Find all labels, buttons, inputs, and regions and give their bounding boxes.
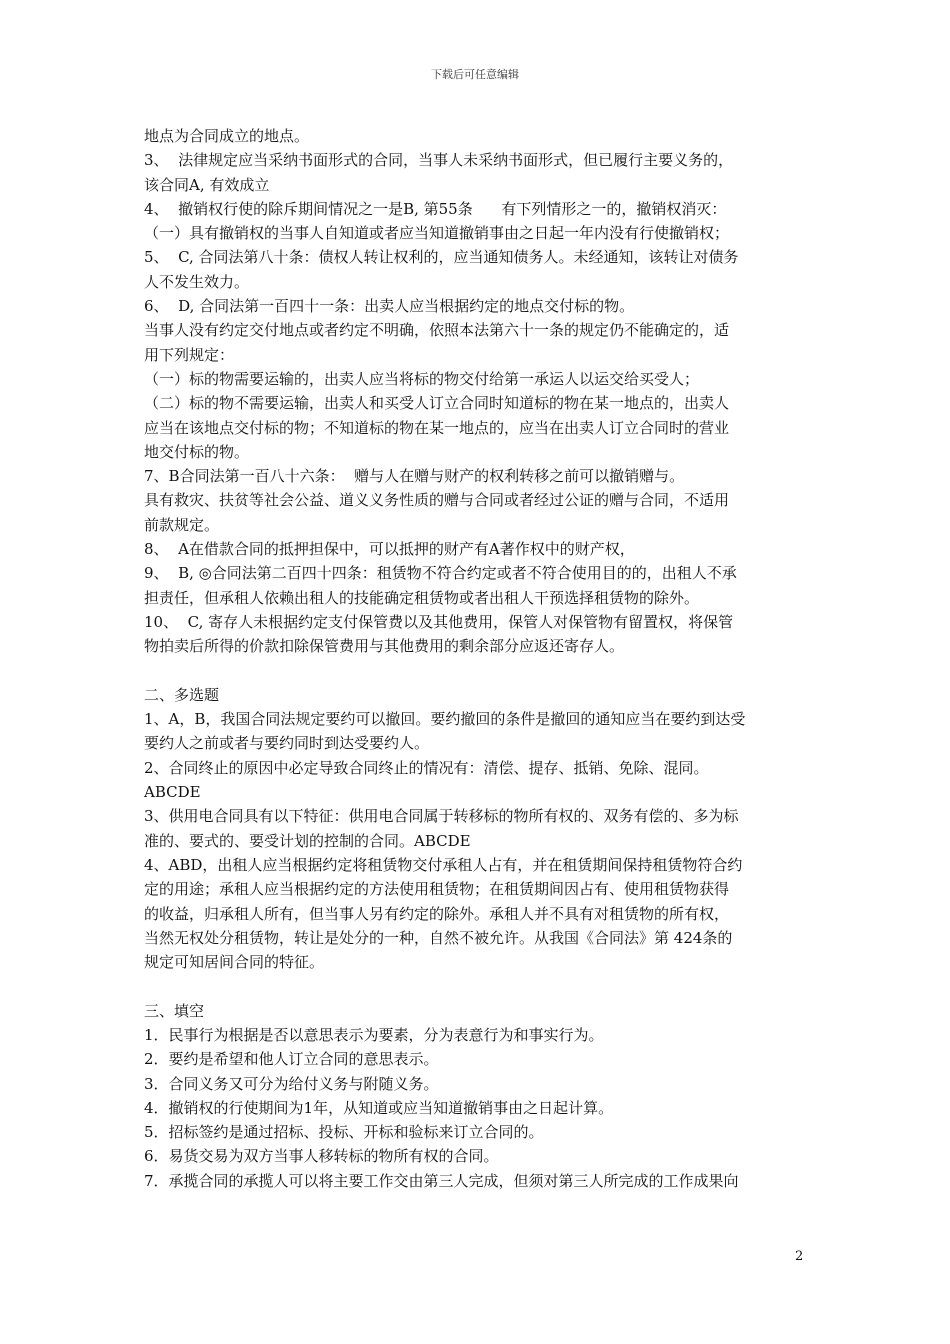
text-line: 7．承揽合同的承揽人可以将主要工作交由第三人完成，但须对第三人所完成的工作成果向	[144, 1171, 739, 1190]
text-line: 4、 撤销权行使的除斥期间情况之一是B, 第55条 有下列情形之一的，撤销权消灭：	[144, 199, 727, 218]
text-line: 物拍卖后所得的价款扣除保管费用与其他费用的剩余部分应返还寄存人。	[144, 637, 625, 656]
text-line: 用下列规定：	[144, 345, 235, 364]
text-line: 人不发生效力。	[144, 272, 250, 291]
text-line: 4、ABD，出租人应当根据约定将租赁物交付承租人占有，并在租赁期间保持租赁物符合约	[144, 855, 743, 874]
text-line: 三、填空	[144, 1001, 205, 1020]
blank-line	[144, 659, 814, 683]
document-body	[144, 124, 814, 1193]
text-line: （一）标的物需要运输的，出卖人应当将标的物交付给第一承运人以运交给买受人；	[144, 369, 700, 388]
text-line: 地交付标的物。	[144, 442, 250, 461]
text-line: 二、多选题	[144, 685, 220, 704]
text-line: 1．民事行为根据是否以意思表示为要素，分为表意行为和事实行为。	[144, 1025, 604, 1044]
text-line: 7、B合同法第一百八十六条： 赠与人在赠与财产的权利转移之前可以撤销赠与。	[144, 467, 685, 486]
text-line: 该合同A, 有效成立	[144, 175, 270, 194]
blank-line	[144, 974, 814, 998]
text-line: 要约人之前或者与要约同时到达受要约人。	[144, 734, 430, 753]
text-line: 1、A，B，我国合同法规定要约可以撤回。要约撤回的条件是撤回的通知应当在要约到达受	[144, 710, 746, 729]
text-line: 9、 B, ◎合同法第二百四十四条：租赁物不符合约定或者不符合使用目的的，出租人不承	[144, 564, 737, 583]
text-line: 5、 C, 合同法第八十条：债权人转让权利的，应当通知债务人。未经通知，该转让对债务	[144, 248, 739, 267]
text-line: 前款规定。	[144, 515, 220, 534]
text-line: 的收益，归承租人所有，但当事人另有约定的除外。承租人并不具有对租赁物的所有权，	[144, 904, 730, 923]
text-line: 2、合同终止的原因中必定导致合同终止的情况有：清偿、提存、抵销、免除、混同。	[144, 758, 709, 777]
text-line: （二）标的物不需要运输，出卖人和买受人订立合同时知道标的物在某一地点的，出卖人	[144, 394, 730, 413]
text-line: 应当在该地点交付标的物；不知道标的物在某一地点的，应当在出卖人订立合同时的营业	[144, 418, 730, 437]
text-line: 规定可知居间合同的特征。	[144, 953, 325, 972]
text-line: 6．易货交易为双方当事人移转标的物所有权的合同。	[144, 1147, 499, 1166]
text-line: 当事人没有约定交付地点或者约定不明确，依照本法第六十一条的规定仍不能确定的，适	[144, 321, 730, 340]
text-line: 3、供用电合同具有以下特征：供用电合同属于转移标的物所有权的、双务有偿的、多为标	[144, 807, 739, 826]
page-number: 2	[795, 1249, 804, 1264]
text-line: 具有救灾、扶贫等社会公益、道义义务性质的赠与合同或者经过公证的赠与合同，不适用	[144, 491, 730, 510]
text-line: ABCDE	[144, 783, 201, 802]
text-line: 当然无权处分租赁物，转让是处分的一种，自然不被允许。从我国《合同法》第 424条的	[144, 928, 733, 947]
text-line: 2．要约是希望和他人订立合同的意思表示。	[144, 1050, 439, 1069]
text-line: 5．招标签约是通过招标、投标、开标和验标来订立合同的。	[144, 1123, 544, 1142]
text-line: （一）具有撤销权的当事人自知道或者应当知道撤销事由之日起一年内没有行使撤销权；	[144, 224, 730, 243]
text-line: 担责任，但承租人依赖出租人的技能确定租赁物或者出租人干预选择租赁物的除外。	[144, 588, 700, 607]
page-header: 下载后可任意编辑	[431, 68, 519, 81]
text-line: 定的用途；承租人应当根据约定的方法使用租赁物；在租赁期间因占有、使用租赁物获得	[144, 880, 730, 899]
text-line: 8、 A在借款合同的抵押担保中，可以抵押的财产有A著作权中的财产权，	[144, 540, 635, 559]
text-line: 3、 法律规定应当采纳书面形式的合同，当事人未采纳书面形式，但已履行主要义务的，	[144, 151, 734, 170]
text-line: 地点为合同成立的地点。	[144, 127, 310, 145]
text-line: 6、 D, 合同法第一百四十一条：出卖人应当根据约定的地点交付标的物。	[144, 297, 635, 316]
text-line: 准的、要式的、要受计划的控制的合同。ABCDE	[144, 831, 471, 850]
text-line: 10、 C, 寄存人未根据约定支付保管费以及其他费用，保管人对保管物有留置权，将保管	[144, 612, 734, 631]
text-line: 3．合同义务又可分为给付义务与附随义务。	[144, 1074, 439, 1093]
text-line: 4．撤销权的行使期间为1年，从知道或应当知道撤销事由之日起计算。	[144, 1098, 614, 1117]
